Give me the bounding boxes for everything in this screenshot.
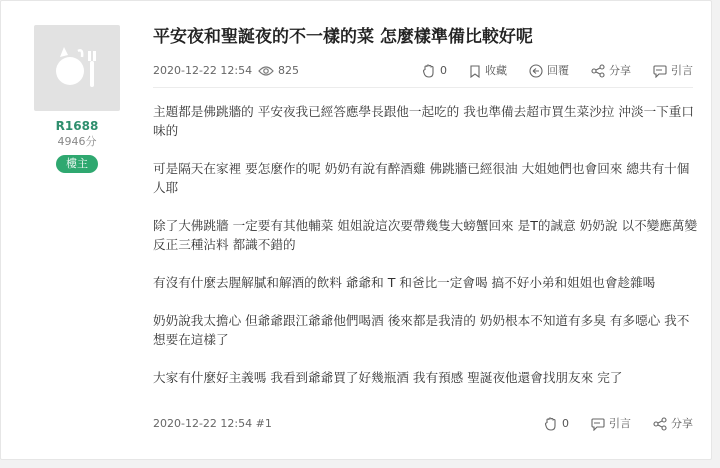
bookmark-icon — [469, 65, 481, 78]
post-paragraph: 除了大佛跳牆 一定要有其他輔菜 姐姐說這次要帶幾隻大螃蟹回來 是T的誠意 奶奶說 以不變應萬變 反正三種沾料 都識不錯的 — [153, 218, 698, 252]
bookmark-button[interactable] — [469, 63, 507, 79]
view-count — [258, 63, 299, 79]
share-label: 分享 — [609, 64, 631, 77]
post-body — [153, 102, 701, 406]
footer-share-label: 分享 — [671, 417, 693, 430]
post-paragraph: 可是隔天在家裡 要怎麼作的呢 奶奶有說有醉酒雞 佛跳牆已經很油 大姐她們也會回來 總共有十個人耶 — [153, 161, 690, 195]
quote-icon — [591, 418, 605, 431]
footer-quote-label: 引言 — [609, 417, 631, 430]
footer-like-button[interactable] — [544, 416, 569, 432]
fist-icon — [422, 64, 436, 78]
post-footer — [153, 416, 693, 432]
divider — [153, 87, 693, 88]
footer-quote-button[interactable] — [591, 416, 631, 432]
author-panel — [34, 25, 120, 173]
like-button[interactable] — [422, 63, 447, 79]
post-title: 平安夜和聖誕夜的不一樣的菜 怎麼樣準備比較好呢 — [153, 27, 533, 47]
eye-icon — [258, 65, 274, 77]
post-paragraph: 大家有什麼好主義嗎 我看到爺爺買了好幾瓶酒 我有預感 聖誕夜他還會找朋友來 完了 — [153, 370, 623, 385]
share-button[interactable] — [591, 63, 631, 79]
post-paragraph: 奶奶說我太擔心 但爺爺跟江爺爺他們喝酒 後來都是我清的 奶奶根本不知道有多臭 有多噁心 我不想要在這樣了 — [153, 313, 690, 347]
share-icon — [591, 64, 605, 78]
footer-actions — [522, 416, 693, 432]
footer-like-count: 0 — [562, 417, 569, 430]
footer-share-button[interactable] — [653, 416, 693, 432]
quote-icon — [653, 65, 667, 78]
bookmark-label: 收藏 — [485, 64, 507, 77]
view-count-value: 825 — [278, 64, 299, 77]
post-paragraph: 主題都是佛跳牆的 平安夜我已經答應學長跟他一起吃的 我也準備去超市買生菜沙拉 沖淡一下重口味的 — [153, 104, 694, 138]
post-meta — [153, 63, 693, 79]
avatar[interactable] — [34, 25, 120, 111]
reply-label: 回覆 — [547, 64, 569, 77]
share-icon — [653, 417, 667, 431]
author-points: 4946分 — [57, 135, 97, 148]
quote-label: 引言 — [671, 64, 693, 77]
like-count: 0 — [440, 64, 447, 77]
reply-button[interactable] — [529, 63, 569, 79]
reply-icon — [529, 64, 543, 78]
author-username[interactable]: R1688 — [55, 119, 99, 133]
quote-button[interactable] — [653, 63, 693, 79]
op-badge: 樓主 — [56, 155, 98, 173]
post-date-floor: 2020-12-22 12:54 #1 — [153, 417, 272, 430]
avatar-placeholder-icon — [50, 41, 104, 95]
post-actions — [400, 63, 693, 79]
fist-icon — [544, 417, 558, 431]
post-date: 2020-12-22 12:54 — [153, 64, 253, 77]
post-paragraph: 有沒有什麼去腥解膩和解酒的飲料 爺爺和 T 和爸比一定會喝 搞不好小弟和姐姐也會趁雜喝 — [153, 275, 656, 290]
